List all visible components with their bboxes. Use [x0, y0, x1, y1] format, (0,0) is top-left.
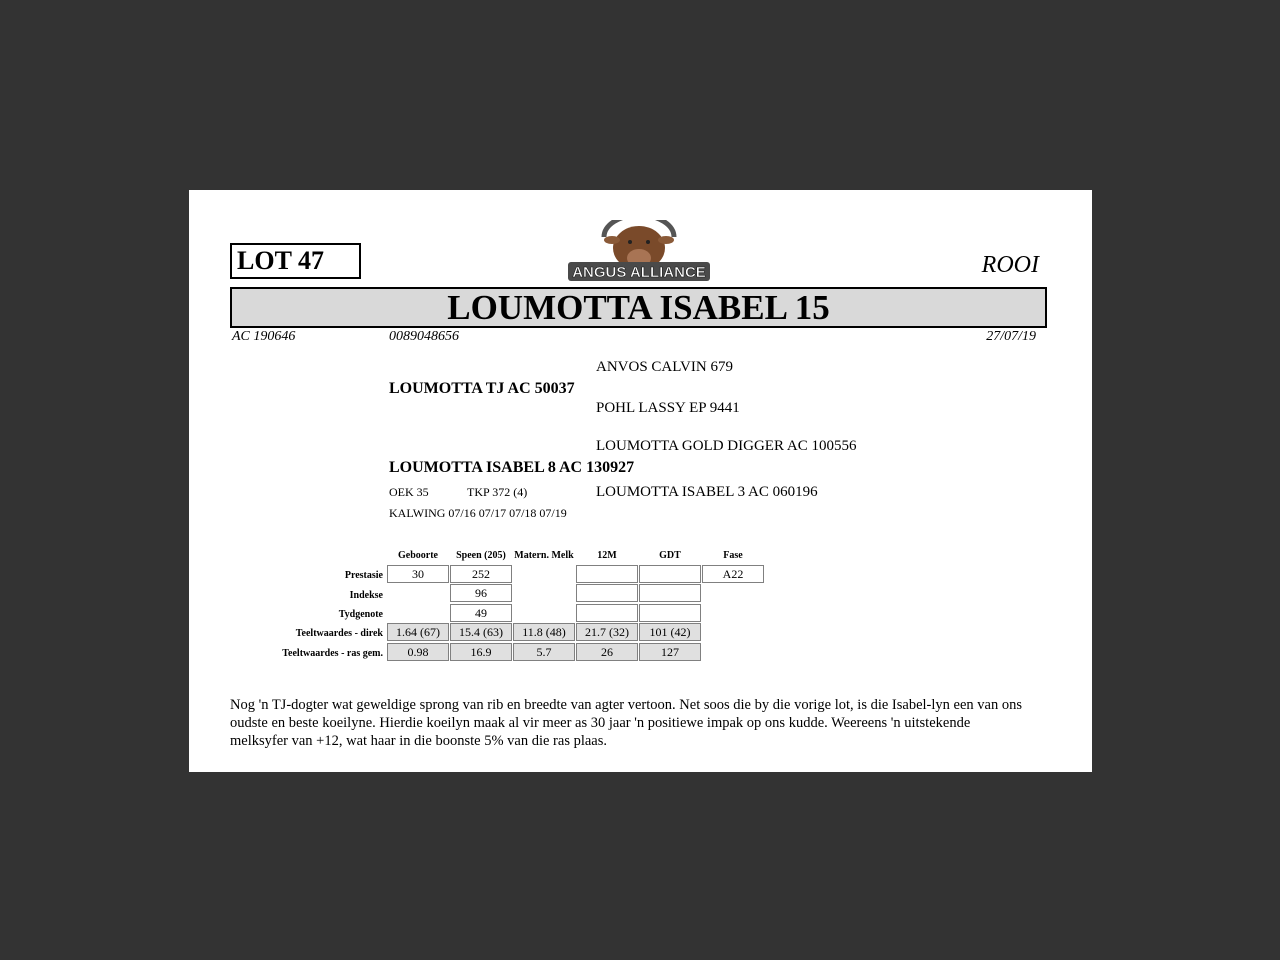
direk-12m: 21.7 (32) [576, 623, 638, 641]
direk-gdt: 101 (42) [639, 623, 701, 641]
col-header-12m: 12M [597, 550, 617, 561]
lot-sheet [189, 190, 1092, 772]
prestasie-12m [576, 565, 638, 583]
row-label-rasgem: Teeltwaardes - ras gem. [282, 648, 383, 659]
date: 27/07/19 [986, 329, 1036, 344]
indekse-gdt [639, 584, 701, 602]
animal-name: LOUMOTTA ISABEL 15 [230, 287, 1047, 328]
dam-oek: OEK 35 [389, 485, 429, 499]
registration-number: AC 190646 [232, 329, 296, 344]
dam-tkp: TKP 372 (4) [467, 485, 528, 499]
tydgenote-gdt [639, 604, 701, 622]
dam: LOUMOTTA ISABEL 8 AC 130927 [389, 459, 635, 476]
rasgem-geboorte: 0.98 [387, 643, 449, 661]
rasgem-melk: 5.7 [513, 643, 575, 661]
prestasie-fase: A22 [702, 565, 764, 583]
col-header-gdt: GDT [659, 550, 681, 561]
prestasie-geboorte: 30 [387, 565, 449, 583]
row-label-direk: Teeltwaardes - direk [295, 628, 383, 639]
rasgem-gdt: 127 [639, 643, 701, 661]
rasgem-speen: 16.9 [450, 643, 512, 661]
id-number: 0089048656 [389, 329, 459, 344]
indekse-speen: 96 [450, 584, 512, 602]
col-header-fase: Fase [723, 550, 743, 561]
col-header-melk: Matern. Melk [514, 550, 574, 561]
dam-dam: LOUMOTTA ISABEL 3 AC 060196 [596, 484, 818, 500]
tydgenote-speen: 49 [450, 604, 512, 622]
col-header-geboorte: Geboorte [398, 550, 438, 561]
direk-speen: 15.4 (63) [450, 623, 512, 641]
dam-kalwing: KALWING 07/16 07/17 07/18 07/19 [389, 506, 567, 520]
row-label-indekse: Indekse [349, 590, 383, 601]
row-label-prestasie: Prestasie [344, 570, 383, 581]
tydgenote-12m [576, 604, 638, 622]
rasgem-12m: 26 [576, 643, 638, 661]
col-header-speen: Speen (205) [456, 550, 506, 561]
direk-geboorte: 1.64 (67) [387, 623, 449, 641]
prestasie-speen: 252 [450, 565, 512, 583]
direk-melk: 11.8 (48) [513, 623, 575, 641]
lot-description: Nog 'n TJ-dogter wat geweldige sprong van rib en breedte van agter vertoon. Net soos die by die vorige lot, is die Isabel-lyn een van ons oudste en beste koeilyne. Hierdie koeilyn maak al vir meer as 30 jaar 'n positiewe impak op ons kudde. Weereens 'n uitstekende melksyfer van +12, wat haar in die boonste 5% van die ras plaas. [230, 697, 1022, 749]
row-label-tydgenote: Tydgenote [338, 609, 383, 620]
sire: LOUMOTTA TJ AC 50037 [389, 380, 575, 397]
indekse-12m [576, 584, 638, 602]
dam-sire: LOUMOTTA GOLD DIGGER AC 100556 [596, 438, 857, 454]
logo-text: ANGUS ALLIANCE [572, 264, 706, 281]
angus-alliance-logo [566, 220, 712, 282]
sire-sire: ANVOS CALVIN 679 [596, 359, 733, 375]
lot-number: LOT 47 [230, 243, 361, 279]
sire-dam: POHL LASSY EP 9441 [596, 400, 740, 416]
coat-color: ROOI [981, 252, 1039, 278]
prestasie-gdt [639, 565, 701, 583]
